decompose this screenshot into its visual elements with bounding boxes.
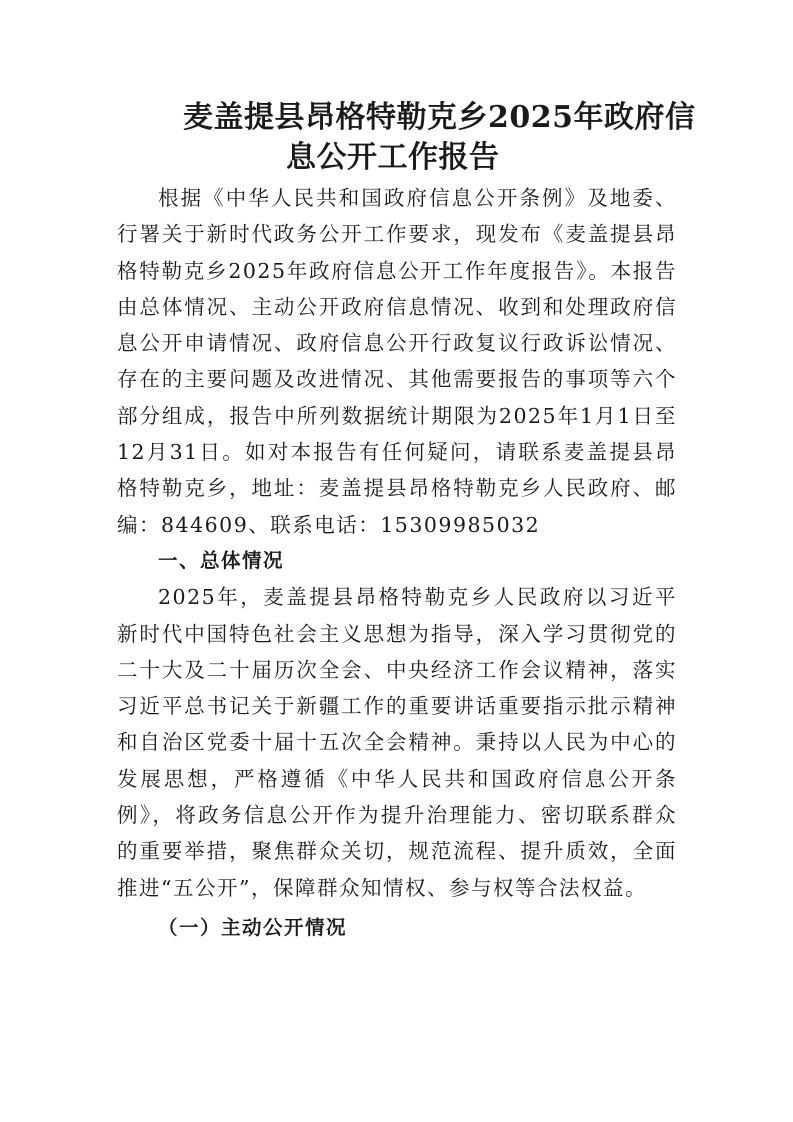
document-body [117,180,677,946]
intro-paragraph: 根据《中华人民共和国政府信息公开条例》及地委、行署关于新时代政务公开工作要求，现发布《麦盖提县昂格特勒克乡2025年政府信息公开工作年度报告》。本报告由总体情况、主动公开政府信息情况、收到和处理政府信息公开申请情况、政府信息公开行政复议行政诉讼情况、存在的主要问题及改进情况、其他需要报告的事项等六个部分组成，报告中所列数据统计期限为2025年1月1日至12月31日。如对本报告有任何疑问，请联系麦盖提县昂格特勒克乡，地址：麦盖提县昂格特勒克乡人民政府、邮编：844609、联系电话：15309985032 [117,186,677,537]
document-title-line-2: 息公开工作报告 [286,140,500,175]
overall-paragraph: 2025年，麦盖提县昂格特勒克乡人民政府以习近平新时代中国特色社会主义思想为指导，深入学习贯彻党的二十大及二十届历次全会、中央经济工作会议精神，落实习近平总书记关于新疆工作的重要讲话重要指示批示精神和自治区党委十届十五次全会精神。秉持以人民为中心的发展思想，严格遵循《中华人民共和国政府信息公开条例》，将政务信息公开作为提升治理能力、密切联系群众的重要举措，聚焦群众关切，规范流程、提升质效，全面推进“五公开”，保障群众知情权、参与权等合法权益。 [117,585,677,900]
subsection-heading-active-disclosure: （一）主动公开情况 [158,915,348,939]
document-title-line-1: 麦盖提县昂格特勒克乡2025年政府信 [183,100,696,135]
section-heading-overall: 一、总体情况 [158,548,285,572]
